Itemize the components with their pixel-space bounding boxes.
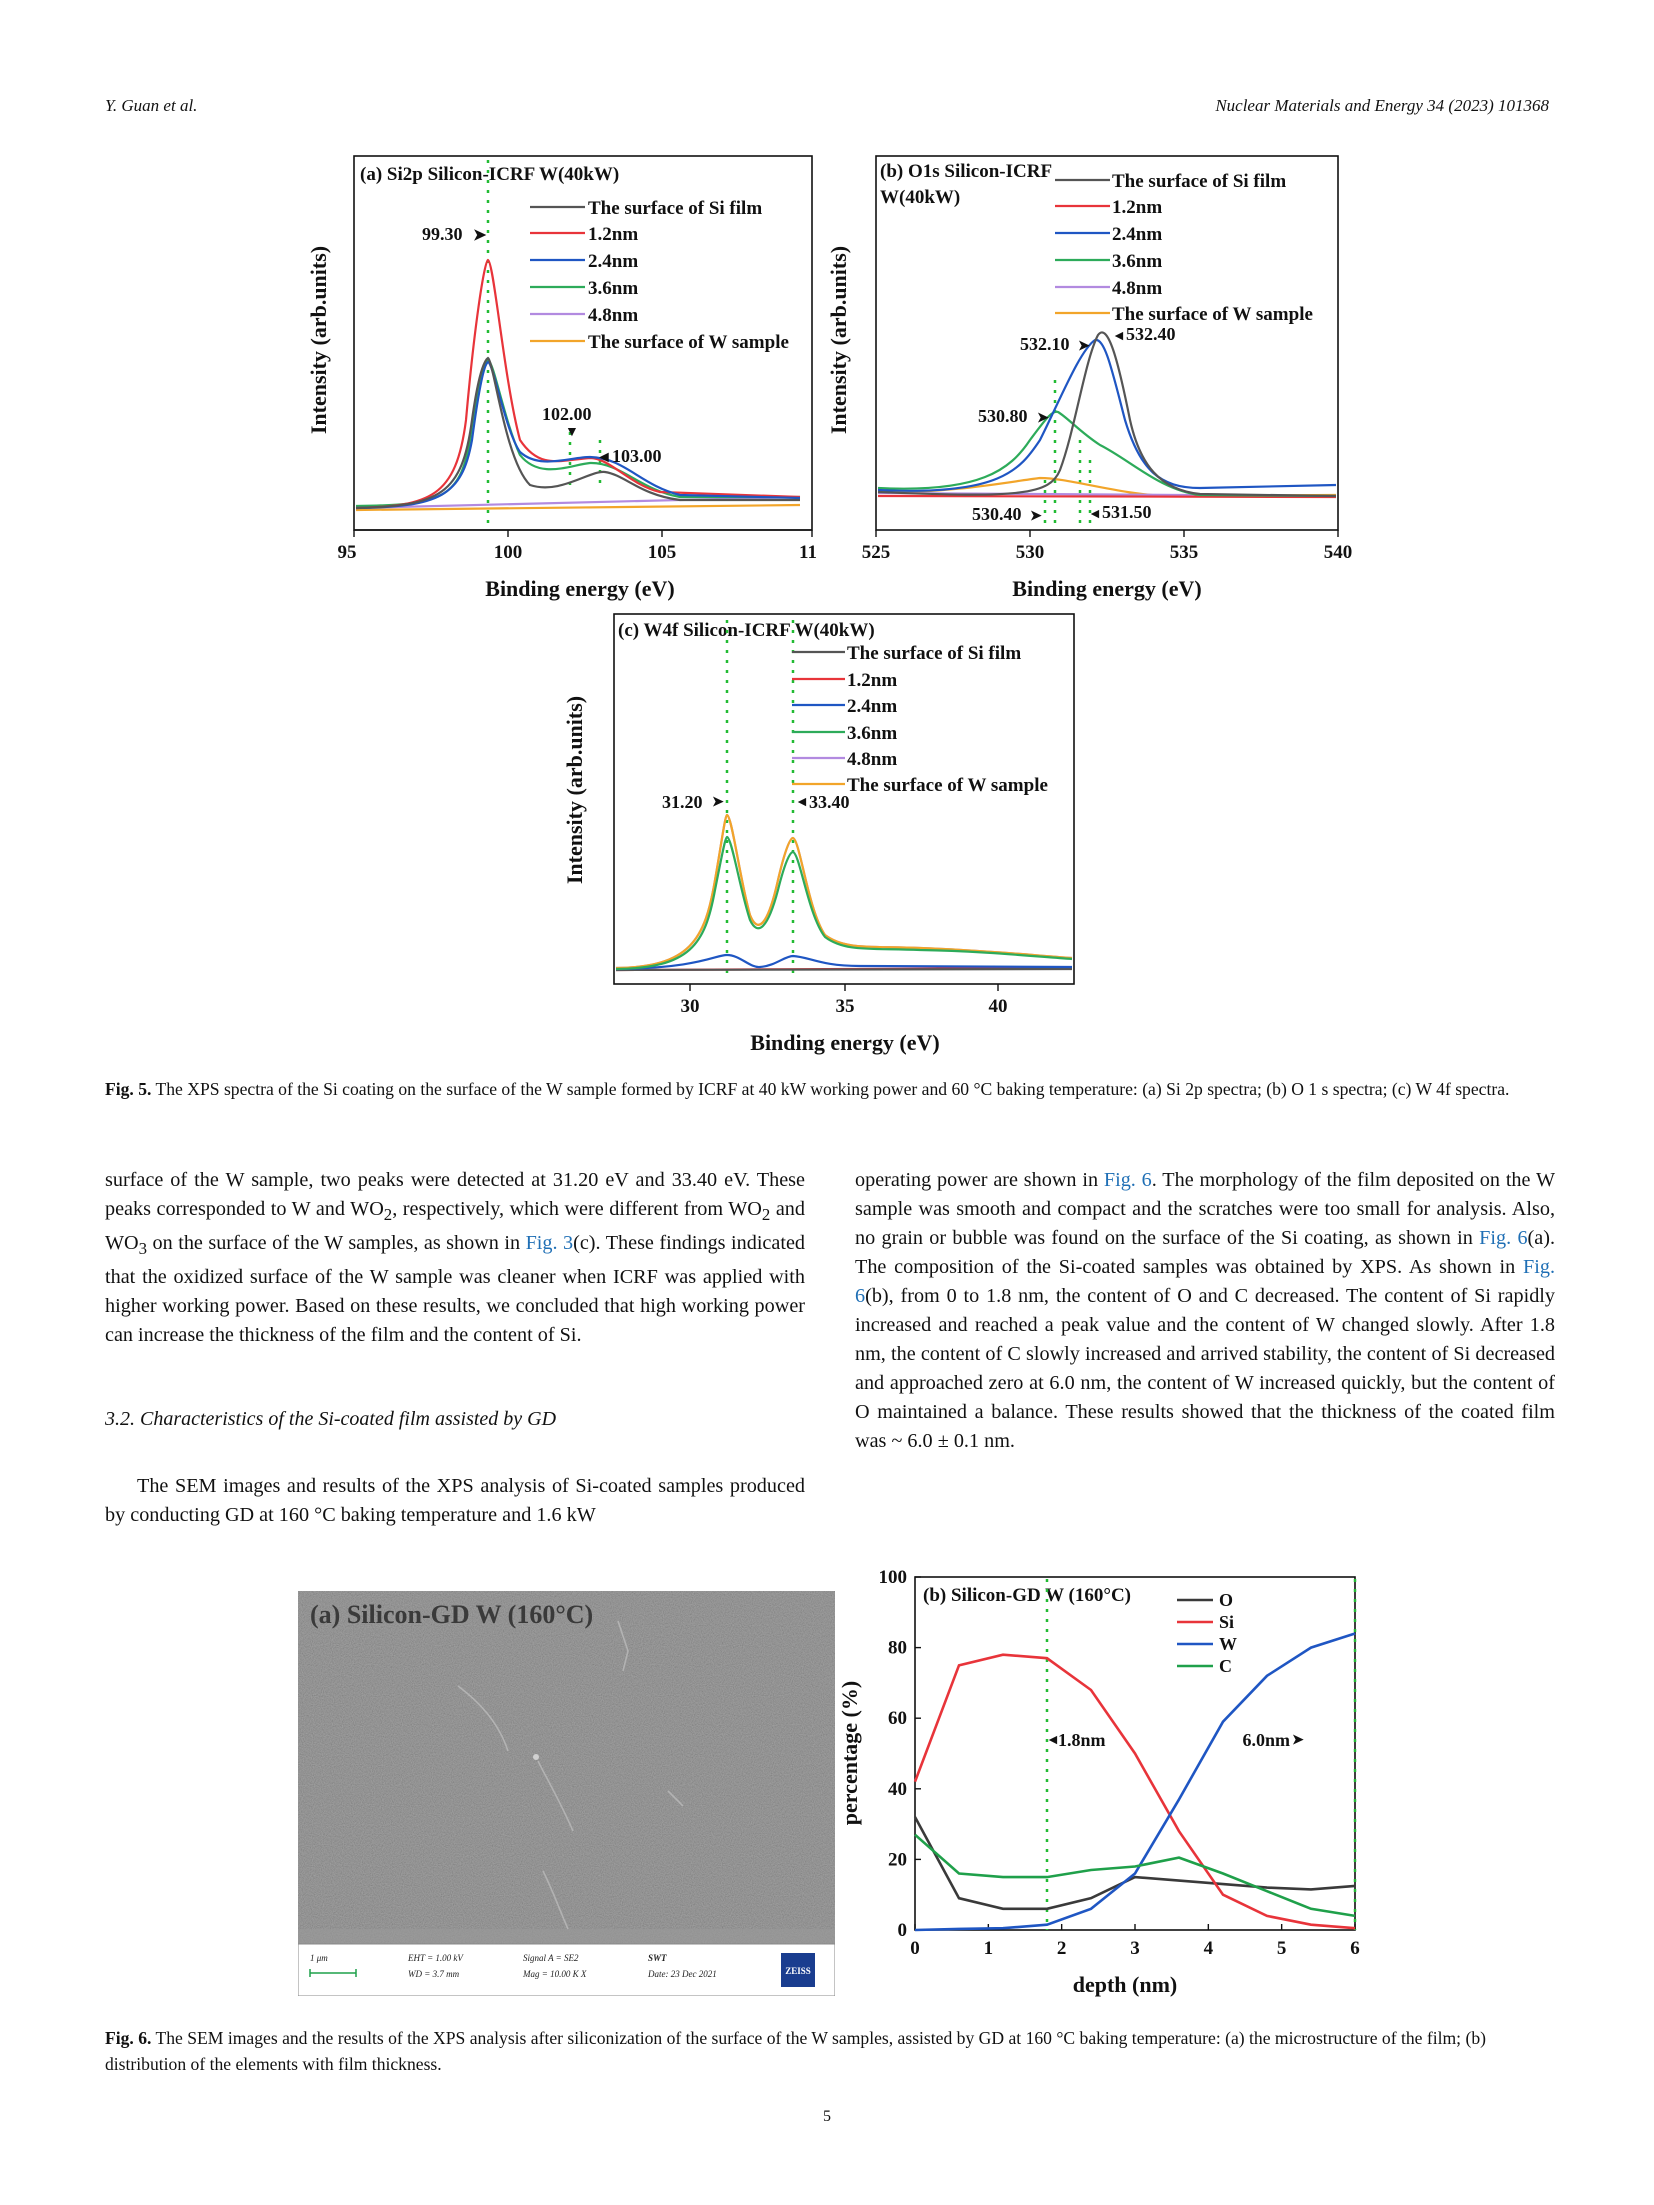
- fig6b-series-o: [915, 1817, 1355, 1909]
- fig5a-xtick: 11: [799, 542, 817, 563]
- fig6-caption: [105, 2025, 1549, 2077]
- fig6b-xtick-label: 0: [910, 1938, 920, 1959]
- fig6b-legend-entry: W: [1219, 1634, 1237, 1654]
- fig5a-xlabel: Binding energy (eV): [485, 576, 675, 601]
- fig5a-panel: [306, 156, 817, 601]
- fig6b-depth-profile-chart: [835, 1560, 1395, 2020]
- fig6b-xtick-label: 1: [983, 1938, 994, 1959]
- fig6b-annotation-18: 1.8nm: [1058, 1730, 1106, 1750]
- svg-text:➤: ➤: [473, 227, 487, 244]
- fig6b-legend-entry: C: [1219, 1656, 1232, 1676]
- svg-text:ZEISS: ZEISS: [785, 1966, 811, 1976]
- fig5b-legend-entry: The surface of W sample: [1112, 304, 1313, 325]
- section-heading-3-2: 3.2. Characteristics of the Si-coated film assisted by GD: [105, 1408, 557, 1430]
- fig5c-legend-entry: 4.8nm: [847, 749, 898, 770]
- fig5a-annotation: 103.00: [612, 446, 662, 466]
- fig5a-legend-entry: 3.6nm: [588, 278, 639, 299]
- fig6b-ytick-label: 80: [888, 1637, 907, 1659]
- fig5c-legend-entry: 1.2nm: [847, 670, 898, 691]
- running-header-authors: Y. Guan et al.: [105, 96, 198, 115]
- fig6b-legend-entry: Si: [1219, 1612, 1235, 1632]
- body-right-column: [855, 1166, 1555, 1456]
- fig5a-annotation: 102.00: [542, 404, 592, 424]
- fig5c-xtick: 40: [988, 996, 1008, 1017]
- fig5-caption-text: The XPS spectra of the Si coating on the surface of the W sample formed by ICRF at 40 kW working power and 60 °C baking temperature: (a) Si 2p spectra; (b) O 1 s spectra; (c) W 4f spectra.: [151, 1079, 1510, 1099]
- fig6b-annotation-60: 6.0nm: [1242, 1730, 1290, 1750]
- fig5c-annotation: 33.40: [809, 792, 850, 812]
- svg-text:◄: ◄: [1112, 329, 1126, 344]
- fig5b-legend-entry: 3.6nm: [1112, 251, 1163, 272]
- fig5b-legend-entry: The surface of Si film: [1112, 171, 1287, 192]
- fig6-link[interactable]: Fig. 6: [855, 1256, 1555, 1307]
- fig5c-legend-entry: 3.6nm: [847, 723, 898, 744]
- fig5c-xtick: 35: [835, 996, 855, 1017]
- svg-text:◄: ◄: [1046, 1733, 1060, 1748]
- fig5b-xtick: 535: [1169, 542, 1199, 563]
- fig5b-legend-entry: 1.2nm: [1112, 197, 1163, 218]
- fig5a-ylabel: Intensity (arb.units): [306, 245, 331, 435]
- fig5b-xlabel: Binding energy (eV): [1012, 576, 1202, 601]
- fig5c-legend: [792, 643, 1048, 796]
- fig5a-legend: [530, 198, 789, 353]
- fig5b-xtick: 525: [861, 542, 891, 563]
- body-left-column: [105, 1166, 805, 1350]
- fig6b-xtick-label: 2: [1056, 1938, 1067, 1959]
- fig6-caption-text: The SEM images and the results of the XPS analysis after siliconization of the surface of the W samples, assisted by GD at 160 °C baking temperature: (a) the microstructure of the film; (b) distribution of the elements with film thickness.: [105, 2028, 1486, 2074]
- fig6b-ytick-label: 40: [888, 1778, 907, 1800]
- fig5a-xtick: 105: [647, 542, 677, 563]
- fig5b-ylabel: Intensity (arb.units): [826, 245, 851, 435]
- fig5c-legend-entry: 2.4nm: [847, 696, 898, 717]
- page-number: 5: [823, 2108, 831, 2125]
- fig5a-legend-entry: 4.8nm: [588, 305, 639, 326]
- svg-text:➤: ➤: [1292, 1733, 1304, 1748]
- fig5b-title: W(40kW): [880, 187, 961, 208]
- svg-text:➤: ➤: [1078, 339, 1090, 354]
- svg-text:➤: ➤: [712, 795, 724, 810]
- fig5a-legend-entry: 2.4nm: [588, 251, 639, 272]
- fig6a-signal: Signal A = SE2: [523, 1953, 579, 1963]
- fig5a-legend-entry: The surface of W sample: [588, 332, 789, 353]
- fig3-link[interactable]: Fig. 3: [525, 1232, 574, 1255]
- fig5a-legend-entry: The surface of Si film: [588, 198, 763, 219]
- fig5c-panel: [562, 614, 1074, 1055]
- fig5b-curve-36: [878, 412, 1336, 496]
- running-header-journal: Nuclear Materials and Energy 34 (2023) 101368: [1215, 96, 1549, 115]
- fig6-caption-label: Fig. 6.: [105, 2028, 152, 2048]
- body-paragraph: surface of the W sample, two peaks were detected at 31.20 eV and 33.40 eV. These peaks corresponded to W and $WO_2$, respectively, which were different from $WO_2$ and $WO_3$ on the surface of the W samples, as shown in Fig. 3(c). These findings indicated that the oxidized surface of the W sample was cleaner when ICRF was applied with higher working power. Based on these results, we concluded that high working power can increase the thickness of the film and the content of Si.: [105, 1169, 806, 1347]
- fig5c-curve-24: [616, 955, 1072, 969]
- fig5-caption-label: Fig. 5.: [105, 1079, 152, 1099]
- fig5c-legend-entry: The surface of W sample: [847, 775, 1048, 796]
- svg-text:▼: ▼: [565, 425, 579, 440]
- fig5b-curve-24: [878, 340, 1336, 491]
- fig5-caption: [105, 1076, 1549, 1102]
- fig6a-sem-image: [298, 1591, 835, 1996]
- fig5b-annotation: 530.80: [978, 406, 1028, 426]
- fig5c-xtick: 30: [680, 996, 700, 1017]
- fig6a-mag: Mag = 10.00 K X: [523, 1969, 587, 1979]
- fig6b-xtick-label: 3: [1130, 1938, 1140, 1959]
- fig6b-title: (b) Silicon-GD W (160°C): [923, 1585, 1131, 1606]
- fig6a-eht: EHT = 1.00 kV: [408, 1953, 463, 1963]
- svg-text:➤: ➤: [1037, 411, 1049, 426]
- fig5b-frame: [876, 156, 1338, 530]
- fig5b-legend: [1055, 171, 1313, 325]
- fig5b-title: (b) O1s Silicon-ICRF: [880, 161, 1053, 182]
- fig5b-legend-entry: 2.4nm: [1112, 224, 1163, 245]
- fig6a-title: (a) Silicon-GD W (160°C): [310, 1600, 594, 1629]
- fig6-link[interactable]: Fig. 6: [1479, 1227, 1528, 1249]
- svg-text:◄: ◄: [596, 449, 612, 466]
- fig6b-series-w: [915, 1634, 1355, 1931]
- fig5b-xtick: 540: [1323, 542, 1353, 563]
- fig5b-panel: [826, 156, 1352, 601]
- fig5b-legend-entry: 4.8nm: [1112, 278, 1163, 299]
- fig5c-title: (c) W4f Silicon-ICRF W(40kW): [618, 620, 875, 641]
- fig5a-title: (a) Si2p Silicon-ICRF W(40kW): [360, 164, 620, 185]
- fig6a-scale-label: 1 μm: [310, 1953, 328, 1963]
- fig5c-curve-36: [616, 837, 1072, 969]
- fig6b-xlabel: depth (nm): [1072, 1972, 1178, 1997]
- body-left-column-2: [105, 1472, 805, 1530]
- fig5b-annotation: 531.50: [1102, 502, 1152, 522]
- fig6b-xtick-label: 4: [1203, 1938, 1214, 1959]
- fig6b-series-si: [915, 1655, 1355, 1929]
- svg-text:➤: ➤: [1030, 509, 1042, 524]
- fig5a-xtick: 95: [337, 542, 357, 563]
- fig5c-ylabel: Intensity (arb.units): [562, 695, 587, 885]
- fig5b-annotation: 532.10: [1020, 334, 1070, 354]
- fig5a-curve-12: [356, 260, 800, 508]
- fig6b-xtick-label: 6: [1350, 1938, 1360, 1959]
- fig6b-legend-entry: O: [1219, 1590, 1234, 1610]
- fig6b-ytick-label: 0: [897, 1920, 907, 1941]
- svg-text:◄: ◄: [1088, 507, 1102, 522]
- fig6b-ytick-label: 60: [888, 1708, 907, 1730]
- fig6-link[interactable]: Fig. 6: [1103, 1169, 1152, 1191]
- fig5c-xlabel: Binding energy (eV): [750, 1030, 940, 1055]
- fig5c-legend-entry: The surface of Si film: [847, 643, 1022, 664]
- fig6a-swt: SWT: [648, 1953, 667, 1963]
- fig5b-annotation: 530.40: [972, 504, 1022, 524]
- body-paragraph: operating power are shown in Fig. 6. The morphology of the film deposited on the W sample was smooth and compact and the scratches were too small for analysis. Also, no grain or bubble was found on the surface of the Si coating, as shown in Fig. 6(a). The composition of the Si-coated samples was obtained by XPS. As shown in Fig. 6(b), from 0 to 1.8 nm, the content of O and C decreased. The content of Si rapidly increased and reached a peak value and the content of W changed slowly. After 1.8 nm, the content of C slowly increased and arrived stability, the content of Si decreased and approached zero at 6.0 nm, the content of W increased quickly, but the content of O maintained a balance. These results showed that the thickness of the coated film was ~ 6.0 ± 0.1 nm.: [855, 1169, 1555, 1452]
- fig5-xps-spectra: [0, 0, 1654, 1080]
- fig6a-wd: WD = 3.7 mm: [408, 1969, 460, 1979]
- svg-text:◄: ◄: [795, 795, 809, 810]
- fig5c-curve-si: [616, 969, 1072, 970]
- fig5a-annotation: 99.30: [422, 224, 463, 244]
- fig5a-legend-entry: 1.2nm: [588, 224, 639, 245]
- fig6a-date: Date: 23 Dec 2021: [648, 1969, 717, 1979]
- fig6b-ytick-label: 100: [878, 1567, 907, 1588]
- fig6b-ytick-label: 20: [888, 1849, 907, 1871]
- fig6b-xtick-label: 5: [1276, 1938, 1287, 1959]
- body-paragraph: The SEM images and results of the XPS analysis of Si-coated samples produced by conducting GD at 160 °C baking temperature and 1.6 kW: [105, 1475, 805, 1526]
- fig5b-annotation: 532.40: [1126, 324, 1176, 344]
- fig6b-ylabel: percentage (%): [837, 1680, 862, 1826]
- fig5c-annotation: 31.20: [662, 792, 703, 812]
- fig5b-xtick: 530: [1015, 542, 1045, 563]
- fig5a-xtick: 100: [493, 542, 523, 563]
